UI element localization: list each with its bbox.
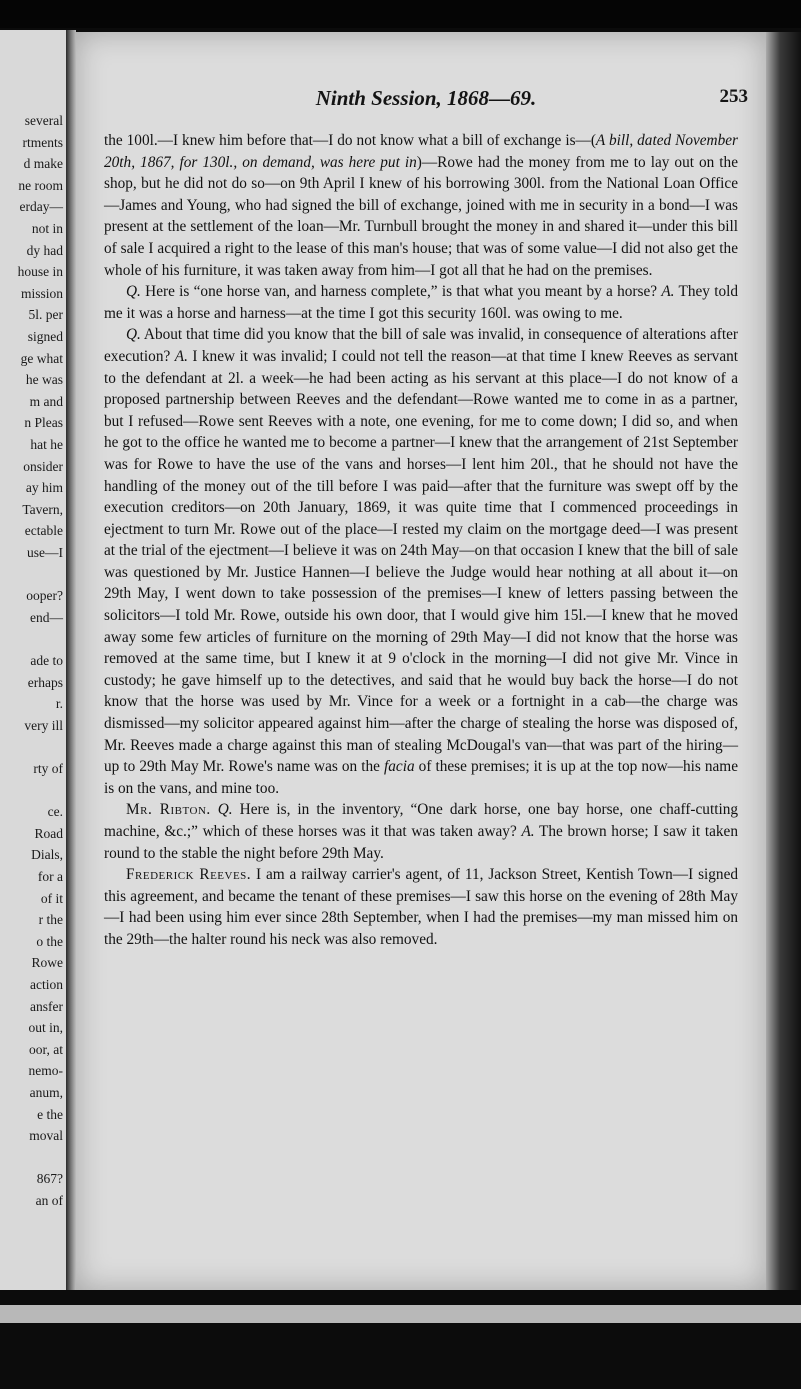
facing-page-line: action	[30, 977, 63, 992]
facing-page-line: moval	[29, 1128, 63, 1144]
paragraph-1: the 100l.—I knew him before that—I do not know what a bill of exchange is—(A bill, dated November 20th, 1867, for 130l., on demand, was here put in)—Rowe had the money from me to lay out on the shop, but he did not do so—on 9th April I knew of his borrowing 300l. from the National Loan Office—James and Young, who had signed the bill of exchange, joined with me in security in a bond—I was present at the settlement of the loan—Mr. Turnbull brought the money in and shared it—under this bill of sale I acquired a right to the lease of this man's house; that was of some value—I did not also get the whole of his furniture, it was taken away from him—I got all that he had on the premises.	[104, 132, 738, 279]
facing-page-line: hat he	[30, 437, 63, 452]
facing-page-line: ay him	[25, 480, 63, 496]
facing-page-line: m and	[29, 393, 63, 409]
facing-page-line: onsider	[23, 458, 63, 474]
facing-page-line: he was	[25, 372, 63, 388]
facing-page-line: house in	[17, 264, 63, 280]
facing-page-line: for a	[37, 869, 63, 884]
running-head	[106, 86, 746, 112]
facing-page-line: not in	[31, 221, 63, 236]
paragraph-2: Q. Here is “one horse van, and harness complete,” is that what you meant by a horse? A. They told me it was a horse and harness—at the time I got this security 160l. was owing to me.	[104, 283, 738, 322]
facing-page-line: rtments	[22, 134, 63, 150]
page-number: 253	[719, 86, 748, 107]
book-page	[76, 32, 766, 1290]
facing-page-line: rty of	[33, 761, 63, 776]
facing-page-line: e the	[37, 1106, 63, 1122]
facing-page-line: Road	[34, 825, 63, 841]
facing-page-line: r.	[55, 696, 63, 712]
facing-page-line: ce.	[47, 804, 63, 820]
facing-page-line: o the	[36, 933, 63, 949]
facing-page-line: ade to	[30, 653, 63, 668]
scan-top-border	[0, 0, 801, 28]
facing-page-line: several	[24, 113, 63, 128]
facing-page-line: 5l. per	[28, 307, 63, 323]
facing-page-line: d make	[23, 156, 63, 172]
paragraph-3: Q. About that time did you know that the bill of sale was invalid, in consequence of alterations after execution? A. I knew it was invalid; I could not tell the reason—at that time I knew Reeves as servant to the defendant at 2l. a week—he had been acting as his servant at this place—I do not know of a proposed partnership between Reeves and the defendant—Rowe wanted me to come in as a partner, but I refused—Rowe sent Reeves with a note, one evening, for me to come down; I did so, and when he got to the office he wanted me to become a partner—I knew that the arrangement of 21st September was for Rowe to have the use of the vans and horses—I lent him 20l., that he should not have the handling of the money out of the till before I was paid—after that the furniture was swept off by the execution creditors—on 20th January, 1869, it was quite time that I commenced proceedings in ejectment to turn Mr. Rowe out of the place—I rested my claim on the mortgage deed—I was present at the trial of the ejectment—I believe it was on 24th May—on that occasion I knew that the bill of sale was questioned by Mr. Justice Hannen—I believe the Judge would hear nothing at all about it—on 29th May, I went down to take possession of the premises—I knew of letters passing between the solicitors—I told Mr. Rowe, outside his own door, that I would give him 15l.—I knew that he moved away some few articles of furniture on the morning of 29th May—I did not know that the horse was removed at the same time, but I knew it at 9 o'clock in the morning—I did not give Mr. Vince in custody; he gave himself up to the detectives, and said that he would buy back the horse—I do not know that the horse was used by Mr. Vince for a week or a fortnight in a cab—the charge was dismissed—my solicitor appeared against him—after the charge of stealing the horse was disposed of, Mr. Reeves made a charge against this man of stealing McDougal's van—that was part of the hiring—up to 29th May Mr. Rowe's name was on the facia of these premises; it is up at the top now—his name is on the vans, and mine too.	[104, 326, 739, 797]
facing-page-line: r the	[38, 912, 63, 928]
facing-page-line: dy had	[26, 242, 63, 258]
scan-right-edge	[766, 32, 801, 1290]
scan-bottom-strip	[0, 1305, 801, 1323]
facing-page-line: out in,	[28, 1020, 63, 1036]
page-text	[104, 130, 738, 951]
facing-page-line: mission	[20, 285, 63, 301]
paragraph-4: Mr. Ribton. Q. Here is, in the inventory, “One dark horse, one bay horse, one chaff-cutting machine, &c.;” which of these horses was it that was taken away? A. The brown horse; I saw it taken round to the stable the night before 29th May.	[104, 801, 738, 862]
facing-page-line: anum,	[29, 1085, 63, 1100]
facing-page-line: ge what	[20, 350, 63, 366]
paragraph-5: Frederick Reeves. I am a railway carrier's agent, of 11, Jackson Street, Kentish Town—I signed this agreement, and became the tenant of these premises—I saw this horse on the evening of 28th May—I had been using him ever since 28th September, when I had the premises—my man missed him on the 29th—the halter round his neck was also removed.	[104, 866, 739, 948]
facing-page-line: oor, at	[29, 1041, 63, 1057]
book-gutter	[66, 30, 76, 1292]
facing-page-line: 867?	[36, 1171, 63, 1187]
facing-page-line: use—I	[27, 545, 63, 560]
facing-page-line: end—	[30, 609, 63, 625]
facing-page-line: ooper?	[26, 588, 63, 604]
facing-page-line: erday—	[19, 199, 63, 215]
facing-page-line: of it	[40, 890, 63, 906]
facing-page-fragment	[0, 30, 66, 1292]
facing-page-line: ansfer	[30, 998, 63, 1014]
facing-page-line: erhaps	[27, 674, 63, 690]
facing-page-line: very ill	[24, 717, 63, 733]
facing-page-line: Dials,	[31, 847, 63, 863]
facing-page-line: Rowe	[31, 955, 63, 971]
facing-page-line: signed	[27, 329, 63, 344]
facing-page-line: nemo-	[28, 1063, 63, 1079]
facing-page-line: an of	[35, 1193, 63, 1208]
running-title: Ninth Session, 1868—69.	[315, 86, 537, 110]
facing-page-line: ne room	[18, 177, 63, 193]
facing-page-line: n Pleas	[24, 415, 63, 431]
facing-page-line: ectable	[24, 523, 63, 539]
facing-page-line: Tavern,	[22, 501, 63, 517]
